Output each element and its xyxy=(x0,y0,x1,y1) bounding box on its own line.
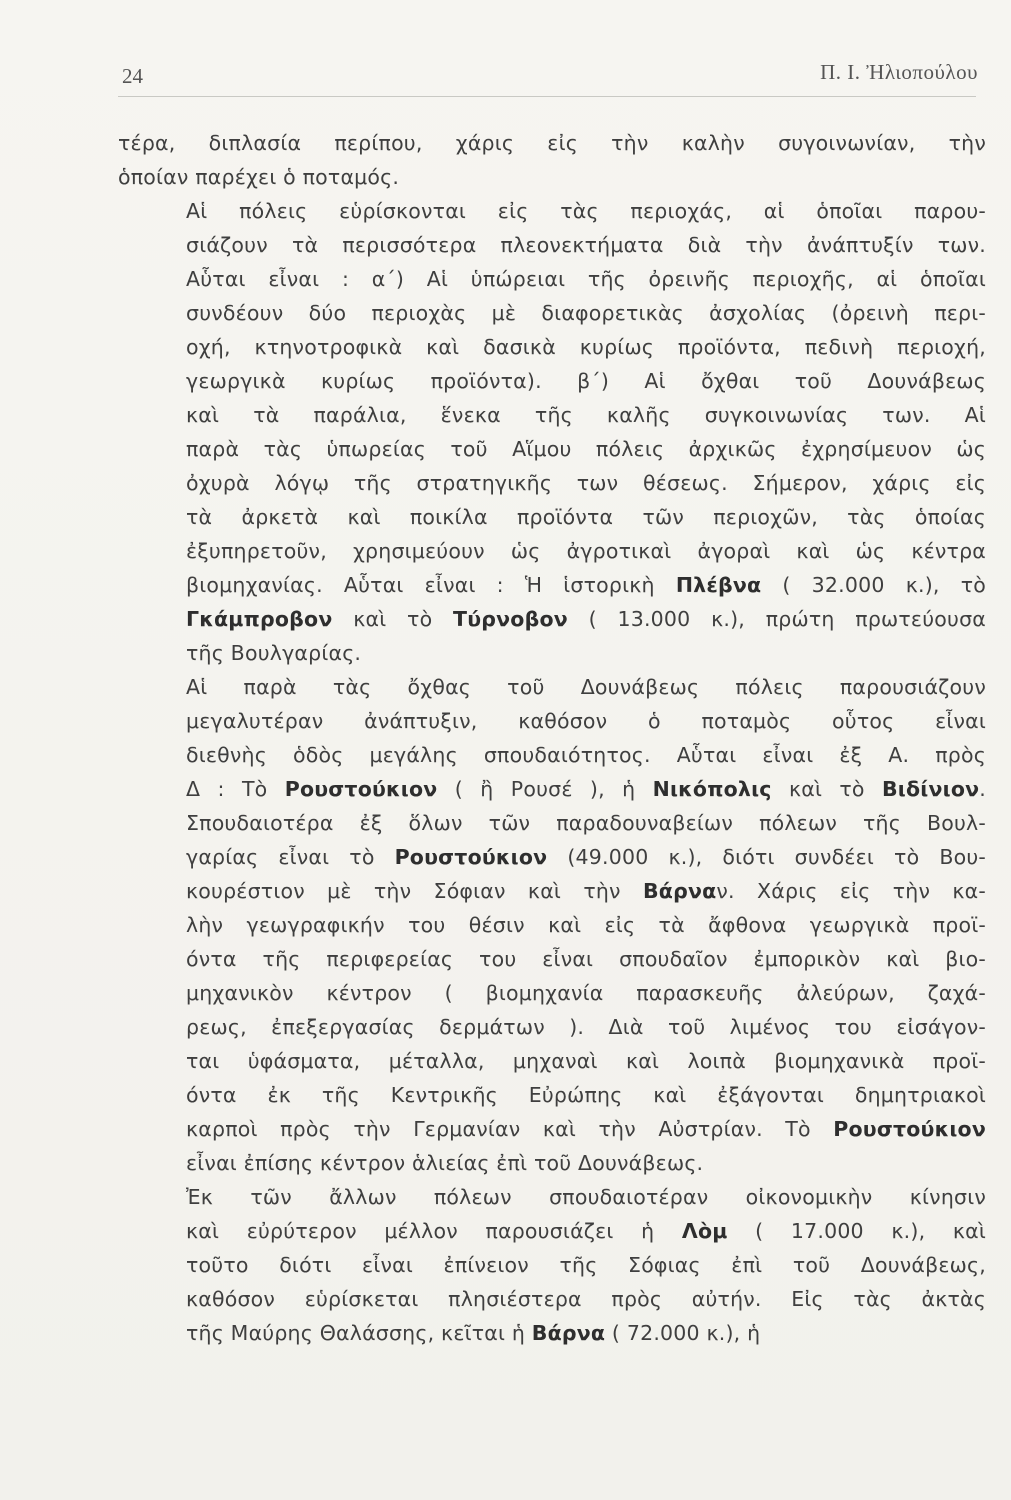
text-line: Δ : Τὸ Ρουστούκιον ( ἢ Ρουσέ ), ἡ Νικόπολις καὶ τὸ Βιδίνιον. xyxy=(186,777,986,801)
text-line: τοῦτο διότι εἶναι ἐπίνειον τῆς Σόφιας ἐπὶ τοῦ Δουνάβεως, xyxy=(186,1253,986,1277)
text-line: γεωργικὰ κυρίως προϊόντα). β΄) Αἱ ὄχθαι τοῦ Δουνάβεως xyxy=(186,369,986,393)
running-head: Π. Ι. Ἠλιοπούλου xyxy=(820,60,978,84)
paragraph xyxy=(118,1180,986,1350)
text-line: τῆς Μαύρης Θαλάσσης, κεῖται ἡ Βάρνα ( 72.000 κ.), ἡ xyxy=(186,1321,761,1345)
text-line: ὀχυρὰ λόγῳ τῆς στρατηγικῆς των θέσεως. Σήμερον, χάρις εἰς xyxy=(186,471,986,495)
text-line: εἶναι ἐπίσης κέντρον ἁλιείας ἐπὶ τοῦ Δουνάβεως. xyxy=(186,1151,704,1175)
place-name: Ρουστούκιον xyxy=(284,777,438,801)
place-name: Ρουστούκιον xyxy=(833,1117,986,1141)
place-name: Βιδίνιον xyxy=(881,777,980,801)
paragraph xyxy=(118,194,986,670)
place-name: Τύρνοβον xyxy=(453,607,568,631)
place-name: Ρουστούκιον xyxy=(394,845,548,869)
text-line: παρὰ τὰς ὑπωρείας τοῦ Αἵμου πόλεις ἀρχικῶς ἐχρησίμευον ὡς xyxy=(186,437,986,461)
text-line: μεγαλυτέραν ἀνάπτυξιν, καθόσον ὁ ποταμὸς οὗτος εἶναι xyxy=(186,709,986,733)
text-line: ρεως, ἐπεξεργασίας δερμάτων ). Διὰ τοῦ λιμένος του εἰσάγον- xyxy=(186,1015,986,1039)
text-line: όντα ἐκ τῆς Κεντρικῆς Εὐρώπης καὶ ἐξάγονται δημητριακοὶ xyxy=(186,1083,986,1107)
text-line: Αὗται εἶναι : α΄) Αἱ ὑπώρειαι τῆς ὀρεινῆς περιοχῆς, αἱ ὁποῖαι xyxy=(186,267,986,291)
place-name: Νικόπολις xyxy=(652,777,772,801)
page-header xyxy=(118,54,978,94)
place-name: Πλέβνα xyxy=(675,573,762,597)
text-line: ὁποίαν παρέχει ὁ ποταμός. xyxy=(118,165,400,189)
text-line: Σπουδαιοτέρα ἐξ ὅλων τῶν παραδουναβείων πόλεων τῆς Βουλ- xyxy=(186,811,986,835)
text-line: καθόσον εὑρίσκεται πλησιέστερα πρὸς αὐτήν. Εἰς τὰς ἀκτὰς xyxy=(186,1287,986,1311)
text-line: τέρα, διπλασία περίπου, χάρις εἰς τὴν καλὴν συγοινωνίαν, τὴν xyxy=(118,131,986,155)
text-line: καὶ τὰ παράλια, ἕνεκα τῆς καλῆς συγκοινωνίας των. Αἱ xyxy=(186,403,986,427)
text-line: καὶ εὐρύτερον μέλλον παρουσιάζει ἡ Λὸμ ( 17.000 κ.), καὶ xyxy=(186,1219,986,1243)
place-name: Βάρνα xyxy=(642,879,717,903)
paragraph xyxy=(118,126,986,194)
text-line: τῆς Βουλγαρίας. xyxy=(186,641,362,665)
text-line: σιάζουν τὰ περισσότερα πλεονεκτήματα διὰ τὴν ἀνάπτυξίν των. xyxy=(186,233,986,257)
text-line: καρποὶ πρὸς τὴν Γερμανίαν καὶ τὴν Αὐστρίαν. Τὸ Ρουστούκιον xyxy=(186,1117,986,1141)
text-line: διεθνὴς ὁδὸς μεγάλης σπουδαιότητος. Αὗται εἶναι ἐξ Α. πρὸς xyxy=(186,743,986,767)
place-name: Λὸμ xyxy=(681,1219,728,1243)
text-line: Γκάμπροβον καὶ τὸ Τύρνοβον ( 13.000 κ.), πρώτη πρωτεύουσα xyxy=(186,607,986,631)
page-number: 24 xyxy=(122,64,143,88)
text-line: όντα τῆς περιφερείας του εἶναι σπουδαῖον ἐμπορικὸν καὶ βιο- xyxy=(186,947,986,971)
text-line: συνδέουν δύο περιοχὰς μὲ διαφορετικὰς ἀσχολίας (ὀρεινὴ περι- xyxy=(186,301,986,325)
text-line: βιομηχανίας. Αὗται εἶναι : Ἡ ἱστορικὴ Πλέβνα ( 32.000 κ.), τὸ xyxy=(186,573,986,597)
place-name: Βάρνα xyxy=(531,1321,606,1345)
text-line: οχή, κτηνοτροφικὰ καὶ δασικὰ κυρίως προϊόντα, πεδινὴ περιοχή, xyxy=(186,335,986,359)
place-name: Γκάμπροβον xyxy=(186,607,333,631)
text-line: τὰ ἀρκετὰ καὶ ποικίλα προϊόντα τῶν περιοχῶν, τὰς ὁποίας xyxy=(186,505,986,529)
text-line: Αἱ πόλεις εὑρίσκονται εἰς τὰς περιοχάς, αἱ ὁποῖαι παρου- xyxy=(186,199,986,223)
text-line: κουρέστιον μὲ τὴν Σόφιαν καὶ τὴν Βάρναν. Χάρις εἰς τὴν κα- xyxy=(186,879,986,903)
body-text xyxy=(118,126,986,1350)
text-line: ται ὑφάσματα, μέταλλα, μηχαναὶ καὶ λοιπὰ βιομηχανικὰ προϊ- xyxy=(186,1049,986,1073)
text-line: Αἱ παρὰ τὰς ὄχθας τοῦ Δουνάβεως πόλεις παρουσιάζουν xyxy=(186,675,986,699)
text-line: ἐξυπηρετοῦν, χρησιμεύουν ὡς ἀγροτικαὶ ἀγοραὶ καὶ ὡς κέντρα xyxy=(186,539,986,563)
paragraph xyxy=(118,670,986,1180)
text-line: λὴν γεωγραφικήν του θέσιν καὶ εἰς τὰ ἄφθονα γεωργικὰ προϊ- xyxy=(186,913,986,937)
text-line: Ἐκ τῶν ἄλλων πόλεων σπουδαιοτέραν οἰκονομικὴν κίνησιν xyxy=(186,1185,986,1209)
text-line: μηχανικὸν κέντρον ( βιομηχανία παρασκευῆς ἀλεύρων, ζαχά- xyxy=(186,981,986,1005)
text-line: γαρίας εἶναι τὸ Ρουστούκιον (49.000 κ.), διότι συνδέει τὸ Βου- xyxy=(186,845,986,869)
header-rule xyxy=(118,96,976,97)
